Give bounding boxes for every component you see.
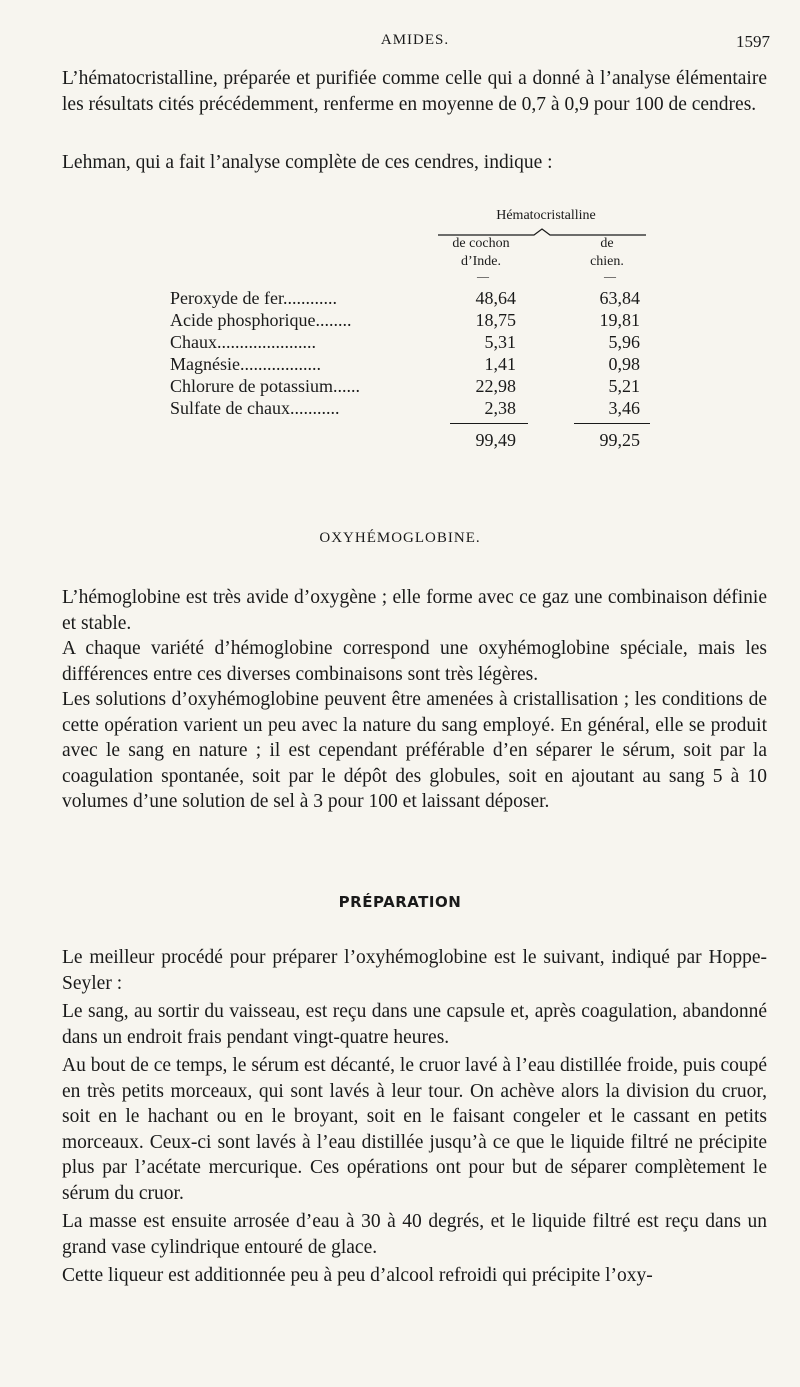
- running-title: AMIDES.: [380, 32, 450, 48]
- value-chien: 19,81: [599, 310, 640, 330]
- paragraph: La masse est ensuite arrosée d’eau à 30 à 40 degrés, et le liquide filtré est reçu dans un grand vase cylindrique entouré de glace.: [62, 1211, 767, 1258]
- column-header-line: d’Inde.: [460, 254, 502, 269]
- paragraph: L’hémoglobine est très avide d’oxygène ; elle forme avec ce gaz une combinaison définie et stable.: [62, 587, 767, 634]
- row-label: Acide phosphorique........: [170, 310, 352, 330]
- row-label: Chaux......................: [170, 332, 316, 352]
- paragraph: Au bout de ce temps, le sérum est décanté, le cruor lavé à l’eau distillée froide, puis coupé en très petits morceaux, qui sont lavés à leur tour. On achève alors la division du cruor, soit en le hachant ou en le broyant, soit en le faisant congeler et le cassant en petits morceaux. Ceux-ci sont lavés à l’eau distillée jusqu’à ce que le liquide filtré ne précipite plus par l’acétate mercurique. Ces opérations ont pour but de séparer complètement le sérum du cruor.: [62, 1055, 767, 1204]
- row-label: Magnésie..................: [170, 354, 321, 374]
- total-rule: [574, 423, 650, 424]
- value-chien: 5,21: [608, 376, 640, 396]
- total-chien: 99,25: [599, 430, 640, 450]
- paragraph: Les solutions d’oxyhémoglobine peuvent être amenées à cristallisation ; les conditions de cette opération varient un peu avec la nature du sang employé. En général, elle se produit avec le sang en nature ; il est cependant préférable d’en séparer le sérum, soit par la coagulation spontanée, soit par le dépôt des globules, soit en ajoutant au sang 5 à 10 volumes d’une solution de sel à 3 pour 100 et laissant déposer.: [62, 689, 767, 812]
- value-chien: 0,98: [608, 354, 640, 374]
- section-title-preparation: PRÉPARATION: [338, 893, 462, 911]
- value-chien: 5,96: [608, 332, 640, 352]
- value-cochon: 2,38: [484, 398, 516, 418]
- column-header-line: de: [600, 236, 614, 251]
- total-rule: [450, 423, 528, 424]
- value-cochon: 22,98: [475, 376, 516, 396]
- table-row: [170, 353, 650, 375]
- value-cochon: 5,31: [484, 332, 516, 352]
- preparation-text: [62, 945, 767, 1292]
- value-cochon: 18,75: [475, 310, 516, 330]
- column-header-cochon: [426, 235, 536, 271]
- intro-text: [62, 66, 767, 117]
- value-chien: 3,46: [608, 398, 640, 418]
- column-dash: —: [477, 269, 489, 283]
- running-head: [60, 32, 770, 56]
- value-chien: 63,84: [599, 288, 640, 308]
- paragraph: Le meilleur procédé pour préparer l’oxyhémoglobine est le suivant, indiqué par Hoppe-Seyler :: [62, 947, 767, 994]
- paragraph: Lehman, qui a fait l’analyse complète de ces cendres, indique :: [62, 152, 553, 173]
- row-label: Chlorure de potassium......: [170, 376, 360, 396]
- column-dash: —: [604, 269, 616, 283]
- value-cochon: 48,64: [475, 288, 516, 308]
- paragraph: Cette liqueur est additionnée peu à peu d’alcool refroidi qui précipite l’oxy-: [62, 1265, 653, 1286]
- paragraph: L’hématocristalline, préparée et purifiée comme celle qui a donné à l’analyse élémentaire les résultats cités précédemment, renferme en moyenne de 0,7 à 0,9 pour 100 de cendres.: [62, 68, 767, 115]
- lehman-text: [62, 150, 767, 176]
- page-number: 1597: [736, 32, 770, 51]
- table-total-row: [170, 429, 650, 451]
- table-group-header: Hématocristalline: [496, 208, 596, 223]
- column-header-line: de cochon: [452, 236, 510, 251]
- value-cochon: 1,41: [484, 354, 516, 374]
- column-header-line: chien.: [590, 254, 624, 269]
- total-cochon: 99,49: [475, 430, 516, 450]
- row-label: Sulfate de chaux...........: [170, 398, 340, 418]
- table-row: [170, 397, 650, 419]
- paragraph: Le sang, au sortir du vaisseau, est reçu dans une capsule et, après coagulation, abandonné dans un endroit frais pendant vingt-quatre heures.: [62, 1001, 767, 1048]
- oxyhemoglobine-text: [62, 585, 767, 815]
- table-row: [170, 309, 650, 331]
- row-label: Peroxyde de fer............: [170, 288, 337, 308]
- table-row: [170, 287, 650, 309]
- table-row: [170, 331, 650, 353]
- column-header-chien: [552, 235, 662, 271]
- paragraph: A chaque variété d’hémoglobine correspond une oxyhémoglobine spéciale, mais les différences entre ces diverses combinaisons sont très légères.: [62, 638, 767, 685]
- section-title-oxyhemoglobine: OXYHÉMOGLOBINE.: [319, 530, 481, 546]
- table-row: [170, 375, 650, 397]
